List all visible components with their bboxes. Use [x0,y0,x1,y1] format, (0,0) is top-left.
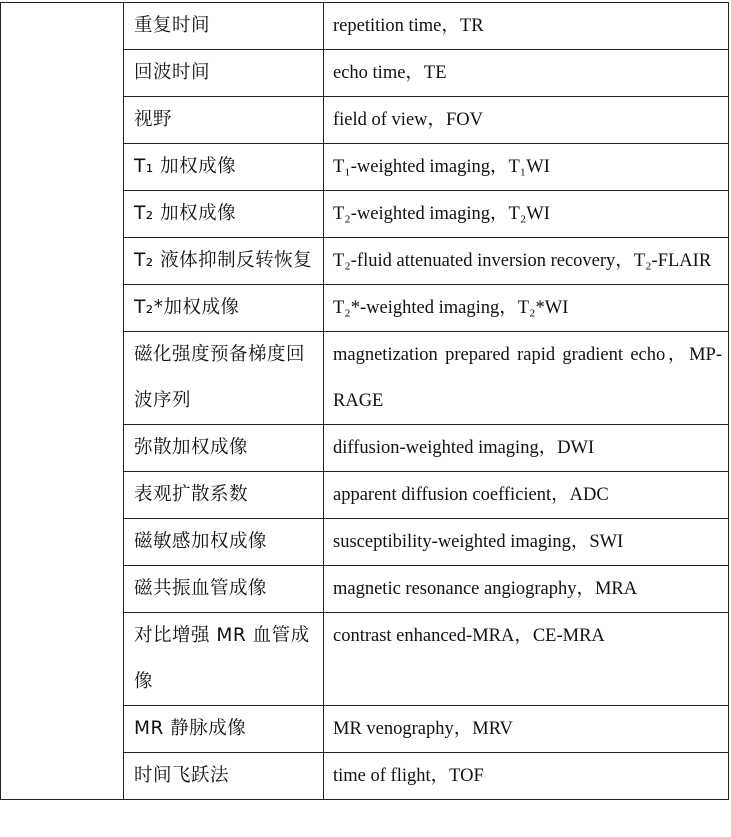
term-english: time of flight，TOF [324,753,729,800]
term-chinese: 回波时间 [124,50,324,97]
term-chinese: T₂ 加权成像 [124,191,324,238]
term-chinese: 对比增强 MR 血管成像 [124,613,324,706]
term-english: contrast enhanced-MRA，CE-MRA [324,613,729,706]
left-blank-column [1,3,124,800]
term-english: MR venography，MRV [324,706,729,753]
term-english: echo time，TE [324,50,729,97]
term-chinese: 表观扩散系数 [124,472,324,519]
term-english: T₂*-weighted imaging，T₂*WI [324,285,729,332]
terminology-table [0,2,729,800]
term-english: T₂-fluid attenuated inversion recovery，T₂-FLAIR [324,238,729,285]
term-english: apparent diffusion coefficient，ADC [324,472,729,519]
term-chinese: T₂ 液体抑制反转恢复 [124,238,324,285]
term-chinese: MR 静脉成像 [124,706,324,753]
term-english: T₁-weighted imaging，T₁WI [324,144,729,191]
term-chinese: T₁ 加权成像 [124,144,324,191]
term-english: T₂-weighted imaging，T₂WI [324,191,729,238]
term-chinese: T₂*加权成像 [124,285,324,332]
term-chinese: 磁敏感加权成像 [124,519,324,566]
term-english: repetition time，TR [324,3,729,50]
term-chinese: 视野 [124,97,324,144]
term-english: diffusion-weighted imaging，DWI [324,425,729,472]
term-chinese: 时间飞跃法 [124,753,324,800]
term-chinese: 磁共振血管成像 [124,566,324,613]
term-chinese: 磁化强度预备梯度回波序列 [124,332,324,425]
term-chinese: 弥散加权成像 [124,425,324,472]
table-row [1,3,729,50]
term-english: magnetic resonance angiography，MRA [324,566,729,613]
term-chinese: 重复时间 [124,3,324,50]
term-english: susceptibility-weighted imaging，SWI [324,519,729,566]
term-english: magnetization prepared rapid gradient echo，MP-RAGE [324,332,729,425]
term-english: field of view，FOV [324,97,729,144]
